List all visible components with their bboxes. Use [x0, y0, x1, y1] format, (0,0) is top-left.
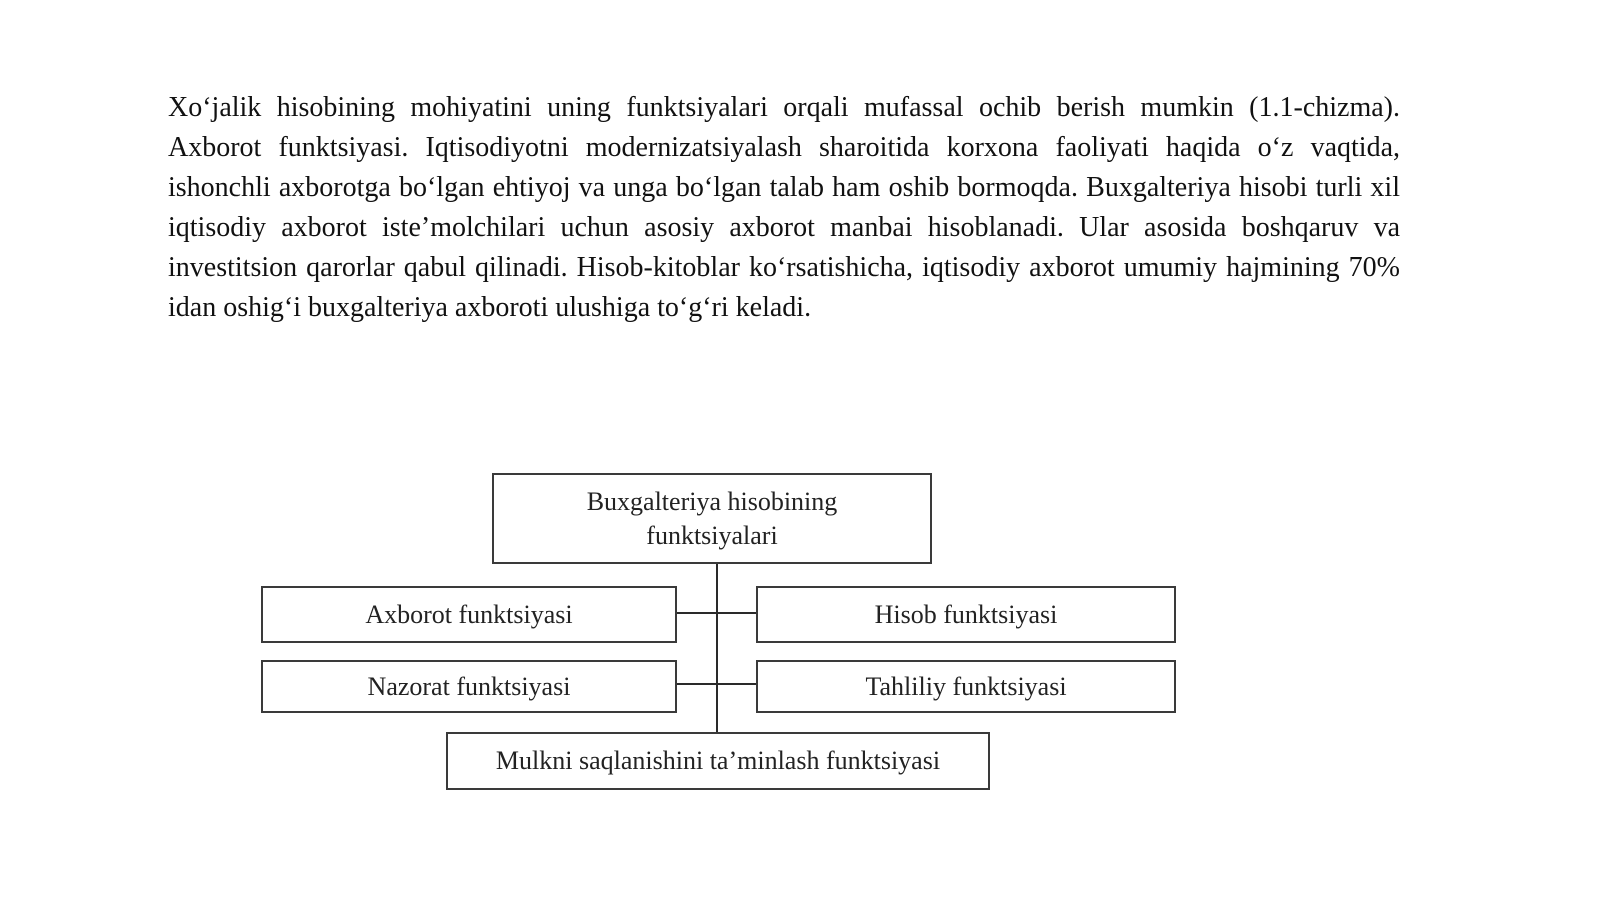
node-hisob	[756, 586, 1176, 643]
root-node	[492, 473, 932, 564]
connector-trunk	[716, 564, 718, 732]
node-hisob-label: Hisob funktsiyasi	[874, 599, 1058, 629]
node-tahliliy-label: Tahliliy funktsiyasi	[865, 671, 1067, 701]
node-axborot-label: Axborot funktsiyasi	[365, 599, 573, 629]
node-tahliliy	[756, 660, 1176, 713]
root-node-line-2: funktsiyalari	[646, 520, 778, 550]
node-mulk-label: Mulkni saqlanishini ta’minlash funktsiyasi	[495, 746, 941, 775]
connector-row-2	[677, 683, 756, 685]
node-axborot	[261, 586, 677, 643]
root-node-line-1: Buxgalteriya hisobining	[586, 486, 838, 516]
connector-row-1	[677, 612, 756, 614]
node-nazorat-label: Nazorat funktsiyasi	[367, 671, 571, 701]
body-paragraph: Xo‘jalik hisobining mohiyatini uning funktsiyalari orqali mufassal ochib berish mumkin (1.1-chizma). Axborot funktsiyasi. Iqtisodiyotni modernizatsiyalash sharoitida korxona faoliyati haqida o‘z vaqtida, ishonchli axborotga bo‘lgan ehtiyoj va unga bo‘lgan talab ham oshib bormoqda. Buxgalteriya hisobi turli xil iqtisodiy axborot iste’molchilari uchun asosiy axborot manbai hisoblanadi. Ular asosida boshqaruv va investitsion qarorlar qabul qilinadi. Hisob-kitoblar ko‘rsatishicha, iqtisodiy axborot umumiy hajmining 70% idan oshig‘i buxgalteriya axboroti ulushiga to‘g‘ri keladi.	[168, 92, 1400, 323]
node-mulk	[446, 732, 990, 790]
node-nazorat	[261, 660, 677, 713]
